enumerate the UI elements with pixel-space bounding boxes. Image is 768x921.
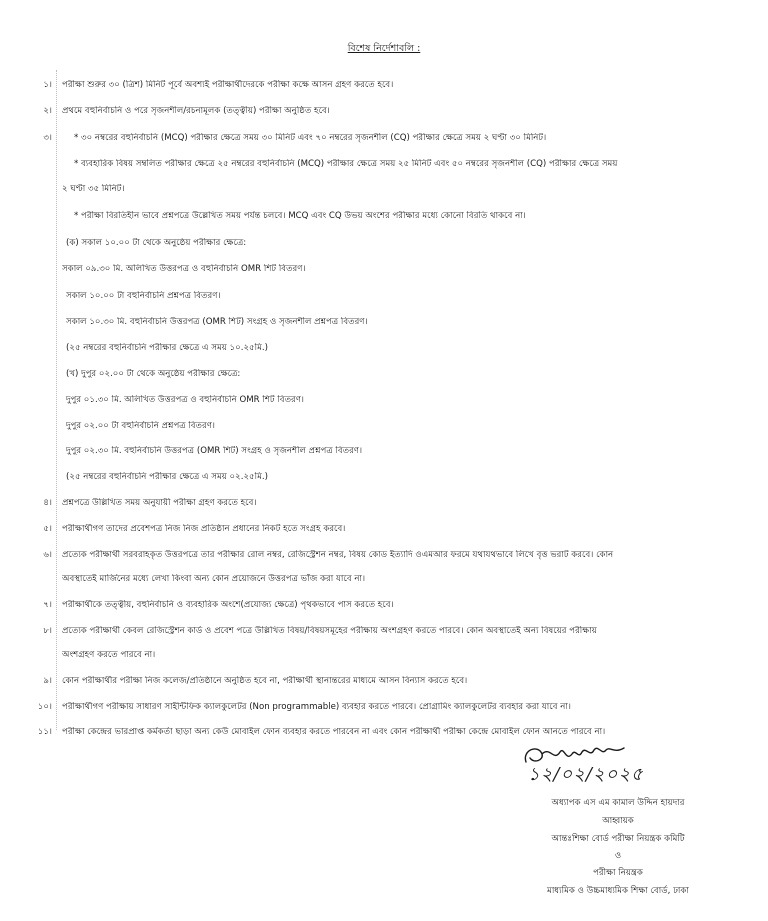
item-text: দুপুর ০২.০০ টা বহুনির্বাচনি প্রশ্নপত্র বিতরণ। bbox=[66, 421, 216, 431]
item-text: * পরীক্ষা বিরতিহীন ভাবে প্রশ্নপত্রে উল্লেখিত সময় পর্যন্ত চলবে। MCQ এবং CQ উভয় অংশের পরীক্ষার মধ্যে কোনো বিরতি থাকবে না। bbox=[74, 211, 526, 221]
item-text: পরীক্ষা শুরুর ৩০ (ত্রিশ) মিনিট পূর্বে অবশ্যই পরীক্ষার্থীদেরকে পরীক্ষা কক্ষে আসন গ্রহণ করতে হবে। bbox=[62, 80, 394, 90]
item-number: ৬। bbox=[43, 550, 52, 560]
item-text: প্রত্যেক পরীক্ষার্থী সরবরাহকৃত উত্তরপত্রে তার পরীক্ষার রোল নম্বর, রেজিস্ট্রেশন নম্বর, বিষয় কোড ইত্যাদি ওএমআর ফরমে যথাযথভাবে লিখে বৃত্ত ভরাট করবে। কোন bbox=[62, 550, 614, 560]
signatory-conjunction: ও bbox=[614, 851, 622, 861]
signature-date: ১২/০২/২০২৫ bbox=[528, 764, 644, 785]
item-text: দুপুর ০২.৩০ মি. বহুনির্বাচনি উত্তরপত্র (OMR শিট) সংগ্রহ ও সৃজনশীল প্রশ্নপত্র বিতরণ। bbox=[66, 446, 363, 456]
item-text: (খ) দুপুর ০২.০০ টা থেকে অনুষ্ঠেয় পরীক্ষার ক্ষেত্রে: bbox=[66, 369, 241, 379]
item-text: অবস্থাতেই মার্জিনের মধ্যে লেখা কিংবা অন্য কোন প্রয়োজনে উত্তরপত্র ভাঁজ করা যাবে না। bbox=[62, 574, 366, 584]
item-text: সকাল ১০.৩০ মি. বহুনির্বাচনি উত্তরপত্র (OMR শিট) সংগ্রহ ও সৃজনশীল প্রশ্নপত্র বিতরণ। bbox=[66, 317, 368, 327]
item-text: পরীক্ষা কেন্দ্রের ভারপ্রাপ্ত কর্মকর্তা ছাড়া অন্য কেউ মোবাইল ফোন ব্যবহার করতে পারবেন না এবং কোন পরীক্ষার্থী পরীক্ষা কেন্দ্রে মোবাইল ফোন আনতে পারবে না। bbox=[62, 727, 606, 737]
item-number: ৯। bbox=[43, 676, 52, 686]
item-number: ৮। bbox=[43, 626, 52, 636]
item-number: ৫। bbox=[43, 524, 52, 534]
item-text: কোন পরীক্ষার্থীর পরীক্ষা নিজ কলেজ/প্রতিষ্ঠানে অনুষ্ঠিত হবে না, পরীক্ষার্থী স্থানান্তরের মাধ্যমে আসন বিন্যাস করতে হবে। bbox=[62, 676, 468, 686]
item-number: ১০। bbox=[37, 702, 52, 712]
signatory-role: আহ্বায়ক bbox=[602, 816, 634, 826]
item-number: ১। bbox=[43, 80, 52, 90]
item-text: * ৩০ নম্বরের বহুনির্বাচনি (MCQ) পরীক্ষার ক্ষেত্রে সময় ৩০ মিনিট এবং ৭০ নম্বরের সৃজনশীল (CQ) পরীক্ষার ক্ষেত্রে সময় ২ ঘণ্টা ৩০ মিনিট। bbox=[74, 133, 547, 143]
item-number: ১১। bbox=[37, 727, 52, 737]
item-text: প্রশ্নপত্রে উল্লিখিত সময় অনুযায়ী পরীক্ষা গ্রহণ করতে হবে। bbox=[62, 498, 257, 508]
item-number: ৪। bbox=[43, 498, 52, 508]
item-text: (ক) সকাল ১০.০০ টা থেকে অনুষ্ঠেয় পরীক্ষার ক্ষেত্রে: bbox=[66, 238, 247, 248]
item-text: * ব্যবহারিক বিষয় সম্বলিত পরীক্ষার ক্ষেত্রে ২৫ নম্বরের বহুনির্বাচনি (MCQ) পরীক্ষার ক্ষেত্রে সময় ২৫ মিনিট এবং ৫০ নম্বরের সৃজনশীল (CQ) পরীক্ষার ক্ষেত্রে সময় bbox=[74, 159, 618, 169]
item-number: ৩। bbox=[43, 133, 52, 143]
item-text: সকাল ১০.০০ টা বহুনির্বাচনি প্রশ্নপত্র বিতরণ। bbox=[66, 291, 221, 301]
item-text: অংশগ্রহণ করতে পারবে না। bbox=[62, 650, 156, 660]
item-text: সকাল ০৯.৩০ মি. অলিখিত উত্তরপত্র ও বহুনির্বাচনি OMR শিট বিতরণ। bbox=[62, 264, 306, 274]
item-number: ২। bbox=[43, 106, 52, 116]
signatory-title: পরীক্ষা নিয়ন্ত্রক bbox=[593, 868, 643, 878]
item-text: ২ ঘণ্টা ৩৫ মিনিট। bbox=[62, 184, 125, 194]
item-text: (২৫ নম্বরের বহুনির্বাচনি পরীক্ষার ক্ষেত্রে এ সময় ০২.২৫মি.) bbox=[66, 472, 268, 482]
item-text: দুপুর ০১.৩০ মি. অলিখিত উত্তরপত্র ও বহুনির্বাচনি OMR শিট বিতরণ। bbox=[66, 395, 305, 405]
item-number: ৭। bbox=[43, 600, 52, 610]
item-text: পরীক্ষার্থীগণ পরীক্ষায় সাধারণ সাইন্টিফিক ক্যালকুলেটর (Non programmable) ব্যবহার করতে পারবে। প্রোগ্রামিং ক্যালকুলেটর ব্যবহার করা যাবে না। bbox=[62, 702, 571, 712]
signatory-committee: আন্তঃশিক্ষা বোর্ড পরীক্ষা নিয়ন্ত্রক কমিটি bbox=[551, 834, 685, 844]
signatory-name: অধ্যাপক এস এম কামাল উদ্দিন হায়দার bbox=[551, 798, 685, 808]
item-text: পরীক্ষার্থীগণ তাদের প্রবেশপত্র নিজ নিজ প্রতিষ্ঠান প্রধানের নিকট হতে সংগ্রহ করবে। bbox=[62, 524, 346, 534]
margin-rule bbox=[56, 70, 57, 730]
item-text: প্রত্যেক পরীক্ষার্থী কেবল রেজিস্ট্রেশন কার্ড ও প্রবেশ পত্রে উল্লিখিত বিষয়/বিষয়সমূহের পরীক্ষায় অংশগ্রহণ করতে পারবে। কোন অবস্থাতেই অন্য বিষয়ের পরীক্ষায় bbox=[62, 626, 597, 636]
item-text: পরীক্ষার্থীকে তত্ত্বীয়, বহুনির্বাচনি ও ব্যবহারিক অংশে(প্রযোজ্য ক্ষেত্রে) পৃথকভাবে পাস করতে হবে। bbox=[62, 600, 394, 610]
signatory-organization: মাধ্যমিক ও উচ্চমাধ্যমিক শিক্ষা বোর্ড, ঢাকা bbox=[547, 886, 689, 896]
page-title: বিশেষ নির্দেশাবলি : bbox=[347, 43, 421, 54]
item-text: (২৫ নম্বরের বহুনির্বাচনি পরীক্ষার ক্ষেত্রে এ সময় ১০.২৫মি.) bbox=[66, 343, 268, 353]
item-text: প্রথমে বহুনির্বাচনি ও পরে সৃজনশীল/রচনামূলক (তত্ত্বীয়) পরীক্ষা অনুষ্ঠিত হবে। bbox=[62, 106, 330, 116]
